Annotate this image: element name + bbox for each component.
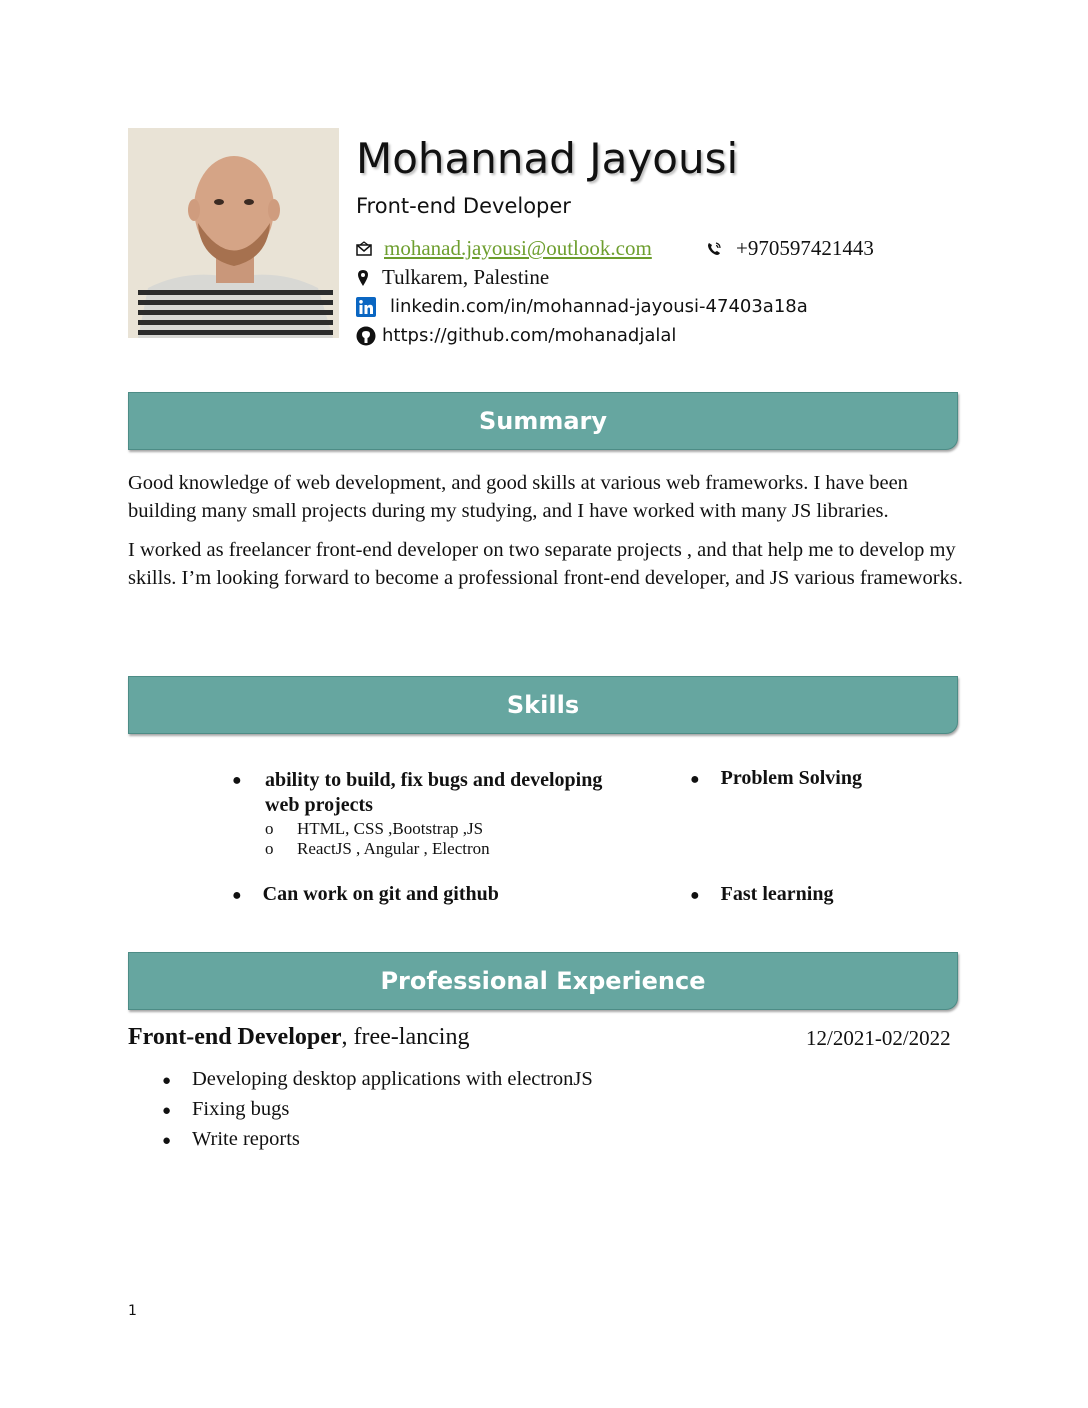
skill-label: Fast learning xyxy=(720,883,834,905)
map-pin-icon xyxy=(356,269,370,287)
skill-item xyxy=(690,766,862,792)
envelope-icon xyxy=(356,241,372,257)
skill-item xyxy=(232,882,499,908)
bullet-icon: ● xyxy=(232,772,242,789)
bullet-icon: ● xyxy=(232,887,242,904)
experience-section-header xyxy=(128,952,958,1010)
job-company: , free-lancing xyxy=(341,1024,470,1050)
summary-heading: Summary xyxy=(478,407,608,435)
skill-subitem xyxy=(265,839,632,859)
job-dates: 12/2021-02/2022 xyxy=(806,1026,951,1050)
github-link[interactable]: https://github.com/mohanadjalal xyxy=(382,325,677,346)
location-text: Tulkarem, Palestine xyxy=(382,265,550,289)
bullet-icon: ● xyxy=(162,1073,172,1089)
linkedin-icon xyxy=(356,297,376,317)
skill-label: Can work on git and github xyxy=(262,883,499,905)
skill-subitem xyxy=(265,819,632,839)
skill-item xyxy=(690,882,833,908)
job-title: Front-end Developer xyxy=(128,1024,342,1050)
skill-label: Problem Solving xyxy=(720,767,862,789)
skill-subitem-label: HTML, CSS ,Bootstrap ,JS xyxy=(297,819,484,838)
skills-heading: Skills xyxy=(506,691,580,719)
bullet-icon: ● xyxy=(162,1103,172,1119)
duty-item xyxy=(162,1068,593,1091)
contact-github-row xyxy=(356,325,676,346)
circle-bullet-icon: o xyxy=(265,839,274,858)
job-title-line xyxy=(128,1024,469,1051)
summary-text xyxy=(128,469,968,603)
profile-photo xyxy=(128,128,339,338)
linkedin-link[interactable]: linkedin.com/in/mohannad-jayousi-47403a18a xyxy=(390,296,808,317)
contact-email-row xyxy=(356,236,652,261)
skills-section-header xyxy=(128,676,958,734)
page-number: 1 xyxy=(128,1303,137,1319)
summary-paragraph-2: I worked as freelancer front-end developer on two separate projects , and that help me to develop my skills. I’m looking forward to become a professional front-end developer, and JS various frameworks. xyxy=(128,539,963,589)
skill-item xyxy=(232,768,632,859)
resume-name: Mohannad Jayousi xyxy=(356,134,739,183)
bullet-icon: ● xyxy=(690,887,700,904)
contact-phone-row xyxy=(706,236,874,261)
summary-section-header xyxy=(128,392,958,450)
phone-number: +970597421443 xyxy=(736,236,874,260)
duty-item xyxy=(162,1098,289,1121)
bullet-icon: ● xyxy=(690,771,700,788)
phone-icon xyxy=(706,241,722,257)
duty-label: Fixing bugs xyxy=(192,1098,290,1120)
email-link[interactable]: mohanad.jayousi@outlook.com xyxy=(384,236,652,260)
circle-bullet-icon: o xyxy=(265,819,274,838)
skill-label: ability to build, fix bugs and developing web projects xyxy=(265,769,603,816)
summary-paragraph-1: Good knowledge of web development, and good skills at various web frameworks. I have been building many small projects during my studying, and I have worked with many JS libraries. xyxy=(128,472,908,522)
contact-location-row xyxy=(356,265,549,290)
resume-role: Front-end Developer xyxy=(356,194,571,218)
duty-item xyxy=(162,1128,300,1151)
bullet-icon: ● xyxy=(162,1133,172,1149)
contact-linkedin-row xyxy=(356,296,808,317)
experience-heading: Professional Experience xyxy=(380,967,706,995)
duty-label: Write reports xyxy=(192,1128,300,1150)
skill-subitem-label: ReactJS , Angular , Electron xyxy=(297,839,490,858)
github-icon xyxy=(356,326,376,346)
duty-label: Developing desktop applications with electronJS xyxy=(192,1068,593,1090)
